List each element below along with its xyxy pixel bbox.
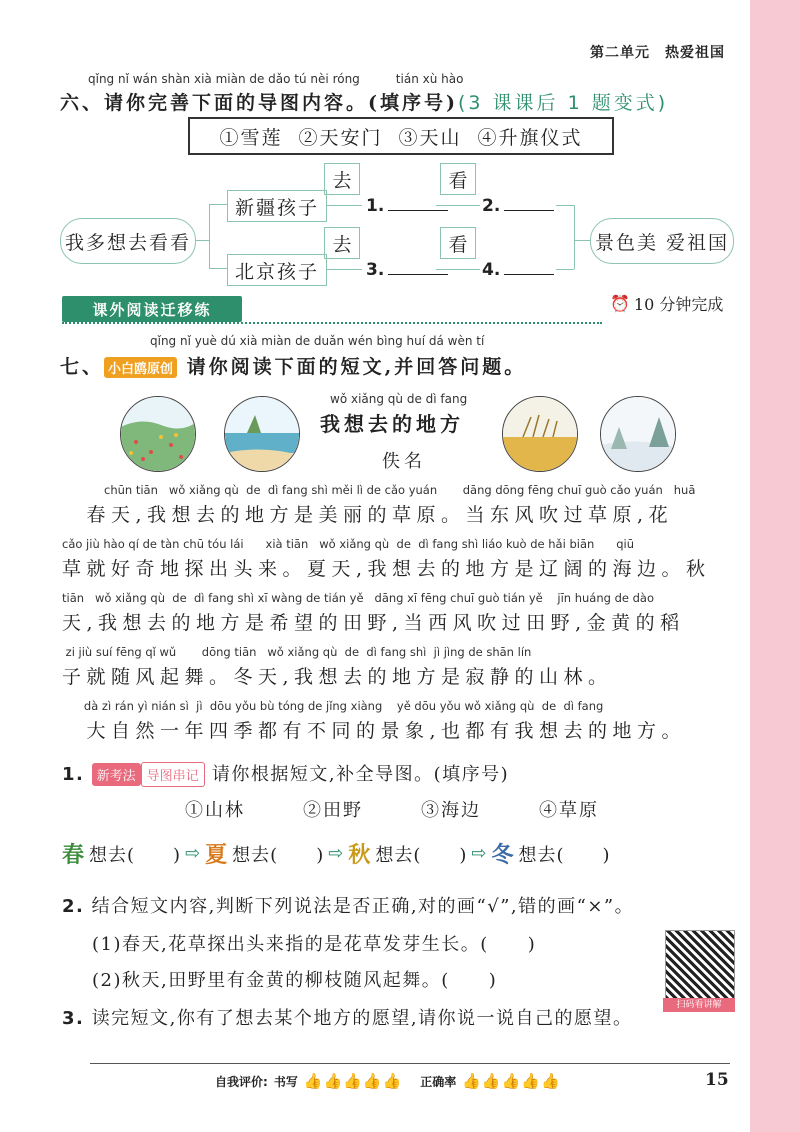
- spring-meadow-illustration: [120, 396, 196, 472]
- story-title-pinyin: wǒ xiǎng qù de dì fang: [330, 392, 468, 406]
- subq2-item-2[interactable]: (2)秋天,田野里有金黄的柳枝随风起舞。( ): [92, 970, 498, 991]
- subq3-text: 读完短文,你有了想去某个地方的愿望,请你说一说自己的愿望。: [91, 1008, 633, 1029]
- go-label: 去: [324, 227, 360, 259]
- q6-note: (3 课课后 1 题变式): [457, 92, 669, 114]
- autumn-rice-field-illustration: [502, 396, 578, 472]
- spring-glyph: 春: [62, 842, 86, 868]
- passage-pinyin: cǎo jiù hào qí de tàn chū tóu lái xià tiān wǒ xiǎng qù de dì fang shì liáo kuò de hǎi biān qiū: [62, 537, 635, 551]
- connector: [209, 204, 210, 268]
- passage-line: 草就好奇地探出头来。夏天,我想去的地方是辽阔的海边。秋: [62, 558, 711, 580]
- passage-line: 天,我想去的地方是希望的田野,当西风吹过田野,金黄的稻: [62, 612, 685, 634]
- blank-3-label: 3.: [366, 260, 385, 280]
- connector: [209, 204, 227, 205]
- arrow-icon: ⇨: [185, 843, 202, 864]
- summer-seaside-illustration: [224, 396, 300, 472]
- blank-4-label: 4.: [482, 260, 501, 280]
- q6-title-text: 六、请你完善下面的导图内容。(填序号): [60, 92, 458, 114]
- mindmap-child-xinjiang: 新疆孩子: [227, 190, 327, 222]
- q6-option: ③天山: [398, 126, 462, 149]
- story-title: 我想去的地方: [320, 412, 464, 436]
- arrow-icon: ⇨: [328, 843, 345, 864]
- section-divider: [62, 322, 602, 324]
- passage-pinyin: zi jiù suí fēng qǐ wǔ dōng tiān wǒ xiǎng qù de dì fang shì jì jìng de shān lín: [62, 645, 532, 659]
- arrow-line: [326, 269, 362, 270]
- mindmap-child-beijing: 北京孩子: [227, 254, 327, 286]
- connector: [556, 269, 574, 270]
- thumbs-up-icon[interactable]: 👍👍👍👍👍: [303, 1072, 403, 1090]
- new-method-badge: 新考法: [92, 763, 141, 786]
- timer-text: 10 分钟完成: [633, 295, 724, 314]
- original-badge: 小白鸥原创: [104, 357, 177, 378]
- section-title: 课外阅读迁移练: [62, 296, 242, 322]
- summer-glyph: 夏: [205, 842, 229, 868]
- passage-line: 春天,我想去的地方是美丽的草原。当东风吹过草原,花: [62, 504, 674, 526]
- q6-option: ①雪莲: [219, 126, 283, 149]
- q6-title: [60, 88, 668, 115]
- mindmap-badge: 导图串记: [141, 762, 205, 787]
- subq1-options: [185, 796, 599, 822]
- subq1-option: ④草原: [539, 800, 599, 821]
- q6-pinyin: qǐng nǐ wán shàn xià miàn de dǎo tú nèi róng tián xù hào: [88, 72, 464, 86]
- go-label: 去: [324, 163, 360, 195]
- qr-code[interactable]: [665, 930, 735, 1000]
- connector: [556, 205, 574, 206]
- mindmap-root: 我多想去看看: [60, 218, 196, 264]
- subq1-option: ②田野: [303, 800, 363, 821]
- see-label: 看: [440, 163, 476, 195]
- page-number: 15: [705, 1070, 729, 1090]
- q6-options-box: [188, 117, 614, 155]
- subq1-option: ③海边: [421, 800, 481, 821]
- q7-title: [60, 352, 526, 379]
- thumbs-up-icon[interactable]: 👍👍👍👍👍: [462, 1072, 561, 1090]
- writing-label: 书写: [273, 1074, 298, 1089]
- q6-option: ④升旗仪式: [477, 126, 583, 149]
- arrow-line: [326, 205, 362, 206]
- story-author: 佚名: [382, 451, 426, 472]
- accuracy-label: 正确率: [420, 1074, 457, 1089]
- blank-3[interactable]: [366, 260, 448, 280]
- autumn-glyph: 秋: [348, 842, 372, 868]
- q7-title-text: 请你阅读下面的短文,并回答问题。: [186, 356, 527, 378]
- subq1-option: ①山林: [185, 800, 245, 821]
- blank-2-label: 2.: [482, 196, 501, 216]
- subq2-text: 结合短文内容,判断下列说法是否正确,对的画“√”,错的画“×”。: [91, 896, 635, 917]
- subq1-text: 请你根据短文,补全导图。(填序号): [211, 764, 510, 785]
- passage-line: 大自然一年四季都有不同的景象,也都有我想去的地方。: [62, 720, 687, 742]
- page-edge-tab: [750, 0, 800, 1132]
- winter-forest-illustration: [600, 396, 676, 472]
- subq2-number: 2.: [62, 896, 85, 917]
- subq1: [62, 760, 509, 787]
- passage-pinyin: tiān wǒ xiǎng qù de dì fang shì xī wàng de tián yě dāng xī fēng chuī guò tián yě jīn huáng de dào: [62, 591, 654, 605]
- spring-answer[interactable]: 想去( ): [89, 844, 182, 866]
- subq1-number: 1.: [62, 764, 85, 785]
- subq2: [62, 892, 634, 918]
- passage-pinyin: dà zì rán yì nián sì jì dōu yǒu bù tóng de jǐng xiàng yě dōu yǒu wǒ xiǎng qù de dì fang: [62, 699, 604, 713]
- blank-4[interactable]: [482, 260, 554, 280]
- connector: [195, 240, 209, 241]
- winter-glyph: 冬: [491, 842, 515, 868]
- arrow-icon: ⇨: [471, 843, 488, 864]
- clock-icon: ⏰: [610, 294, 630, 313]
- subq3-number: 3.: [62, 1008, 85, 1029]
- see-label: 看: [440, 227, 476, 259]
- autumn-answer[interactable]: 想去( ): [375, 844, 468, 866]
- footer-divider: [90, 1063, 730, 1064]
- q7-pinyin: qǐng nǐ yuè dú xià miàn de duǎn wén bìng huí dá wèn tí: [150, 334, 485, 348]
- mindmap-result: 景色美 爱祖国: [590, 218, 734, 264]
- subq2-item-1[interactable]: (1)春天,花草探出头来指的是花草发芽生长。( ): [92, 934, 537, 955]
- unit-header: 第二单元 热爱祖国: [590, 45, 725, 61]
- self-evaluation: [215, 1072, 561, 1090]
- subq3: [62, 1004, 633, 1030]
- blank-1[interactable]: [366, 196, 448, 216]
- connector: [574, 240, 590, 241]
- passage-pinyin: chūn tiān wǒ xiǎng qù de dì fang shì měi lì de cǎo yuán dāng dōng fēng chuī guò cǎo yuán huā: [104, 483, 696, 497]
- self-eval-label: 自我评价:: [215, 1074, 268, 1089]
- connector: [209, 268, 227, 269]
- blank-2[interactable]: [482, 196, 554, 216]
- connector: [574, 205, 575, 269]
- timer: [610, 292, 723, 315]
- season-chain: [62, 838, 611, 869]
- winter-answer[interactable]: 想去( ): [518, 844, 611, 866]
- passage-line: 子就随风起舞。冬天,我想去的地方是寂静的山林。: [62, 666, 613, 688]
- q7-prefix: 七、: [60, 356, 105, 378]
- blank-1-label: 1.: [366, 196, 385, 216]
- qr-label: 扫码看讲解: [663, 998, 735, 1012]
- q6-option: ②天安门: [298, 126, 383, 149]
- summer-answer[interactable]: 想去( ): [232, 844, 325, 866]
